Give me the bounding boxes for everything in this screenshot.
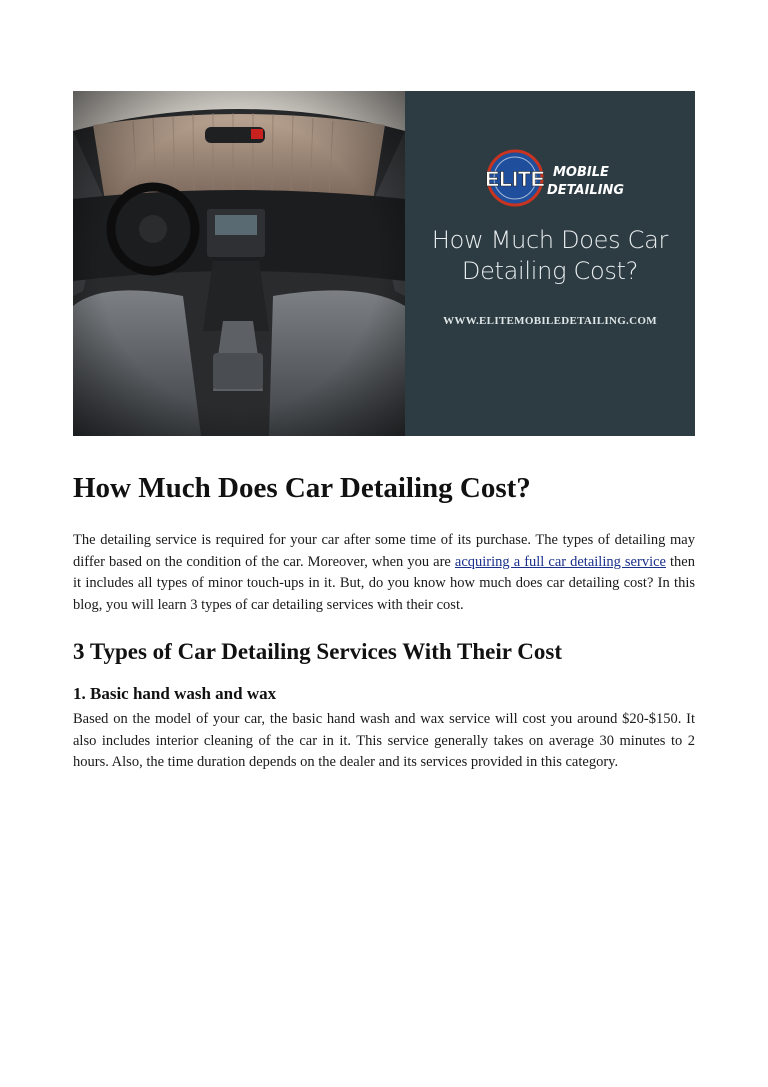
hero-title [405,225,695,287]
car-interior-photo [73,91,405,436]
hero-banner [73,91,695,436]
section-heading: 3 Types of Car Detailing Services With Their Cost [73,639,562,664]
hero-text-panel [405,91,695,436]
intro-text-after-link: then it includes all types of minor touch-ups in it. But, do you know how much does car detailing cost? In this blog, you will learn 3 types of car detailing services with their cost. [73,553,695,613]
logo-line2: DETAILING [547,183,625,198]
intro-paragraph [73,530,695,616]
subsection-heading: 1. Basic hand wash and wax [73,684,277,703]
logo-word: ELITE [485,168,545,191]
hero-title-line1: How Much Does Car [431,226,669,254]
hero-website-url: WWW.ELITEMOBILEDETAILING.COM [443,315,657,327]
subsection-paragraph: Based on the model of your car, the basic hand wash and wax service will cost you around $20-$150. It also includes interior cleaning of the car in it. This service generally takes on average 30 minutes to 2 hours. Also, the time duration depends on the dealer and its services provided in this category. [73,711,695,771]
hero-title-line2: Detailing Cost? [461,257,639,285]
elite-mobile-detailing-logo [485,149,645,207]
article-title: How Much Does Car Detailing Cost? [73,472,531,504]
full-detailing-service-link[interactable]: acquiring a full car detailing service [454,553,666,570]
intro-text-before-link: The detailing service is required for your car after some time of its purchase. The types of detailing may differ based on the condition of the car. Moreover, when you are [73,532,695,570]
logo-line1: MOBILE [553,165,609,180]
